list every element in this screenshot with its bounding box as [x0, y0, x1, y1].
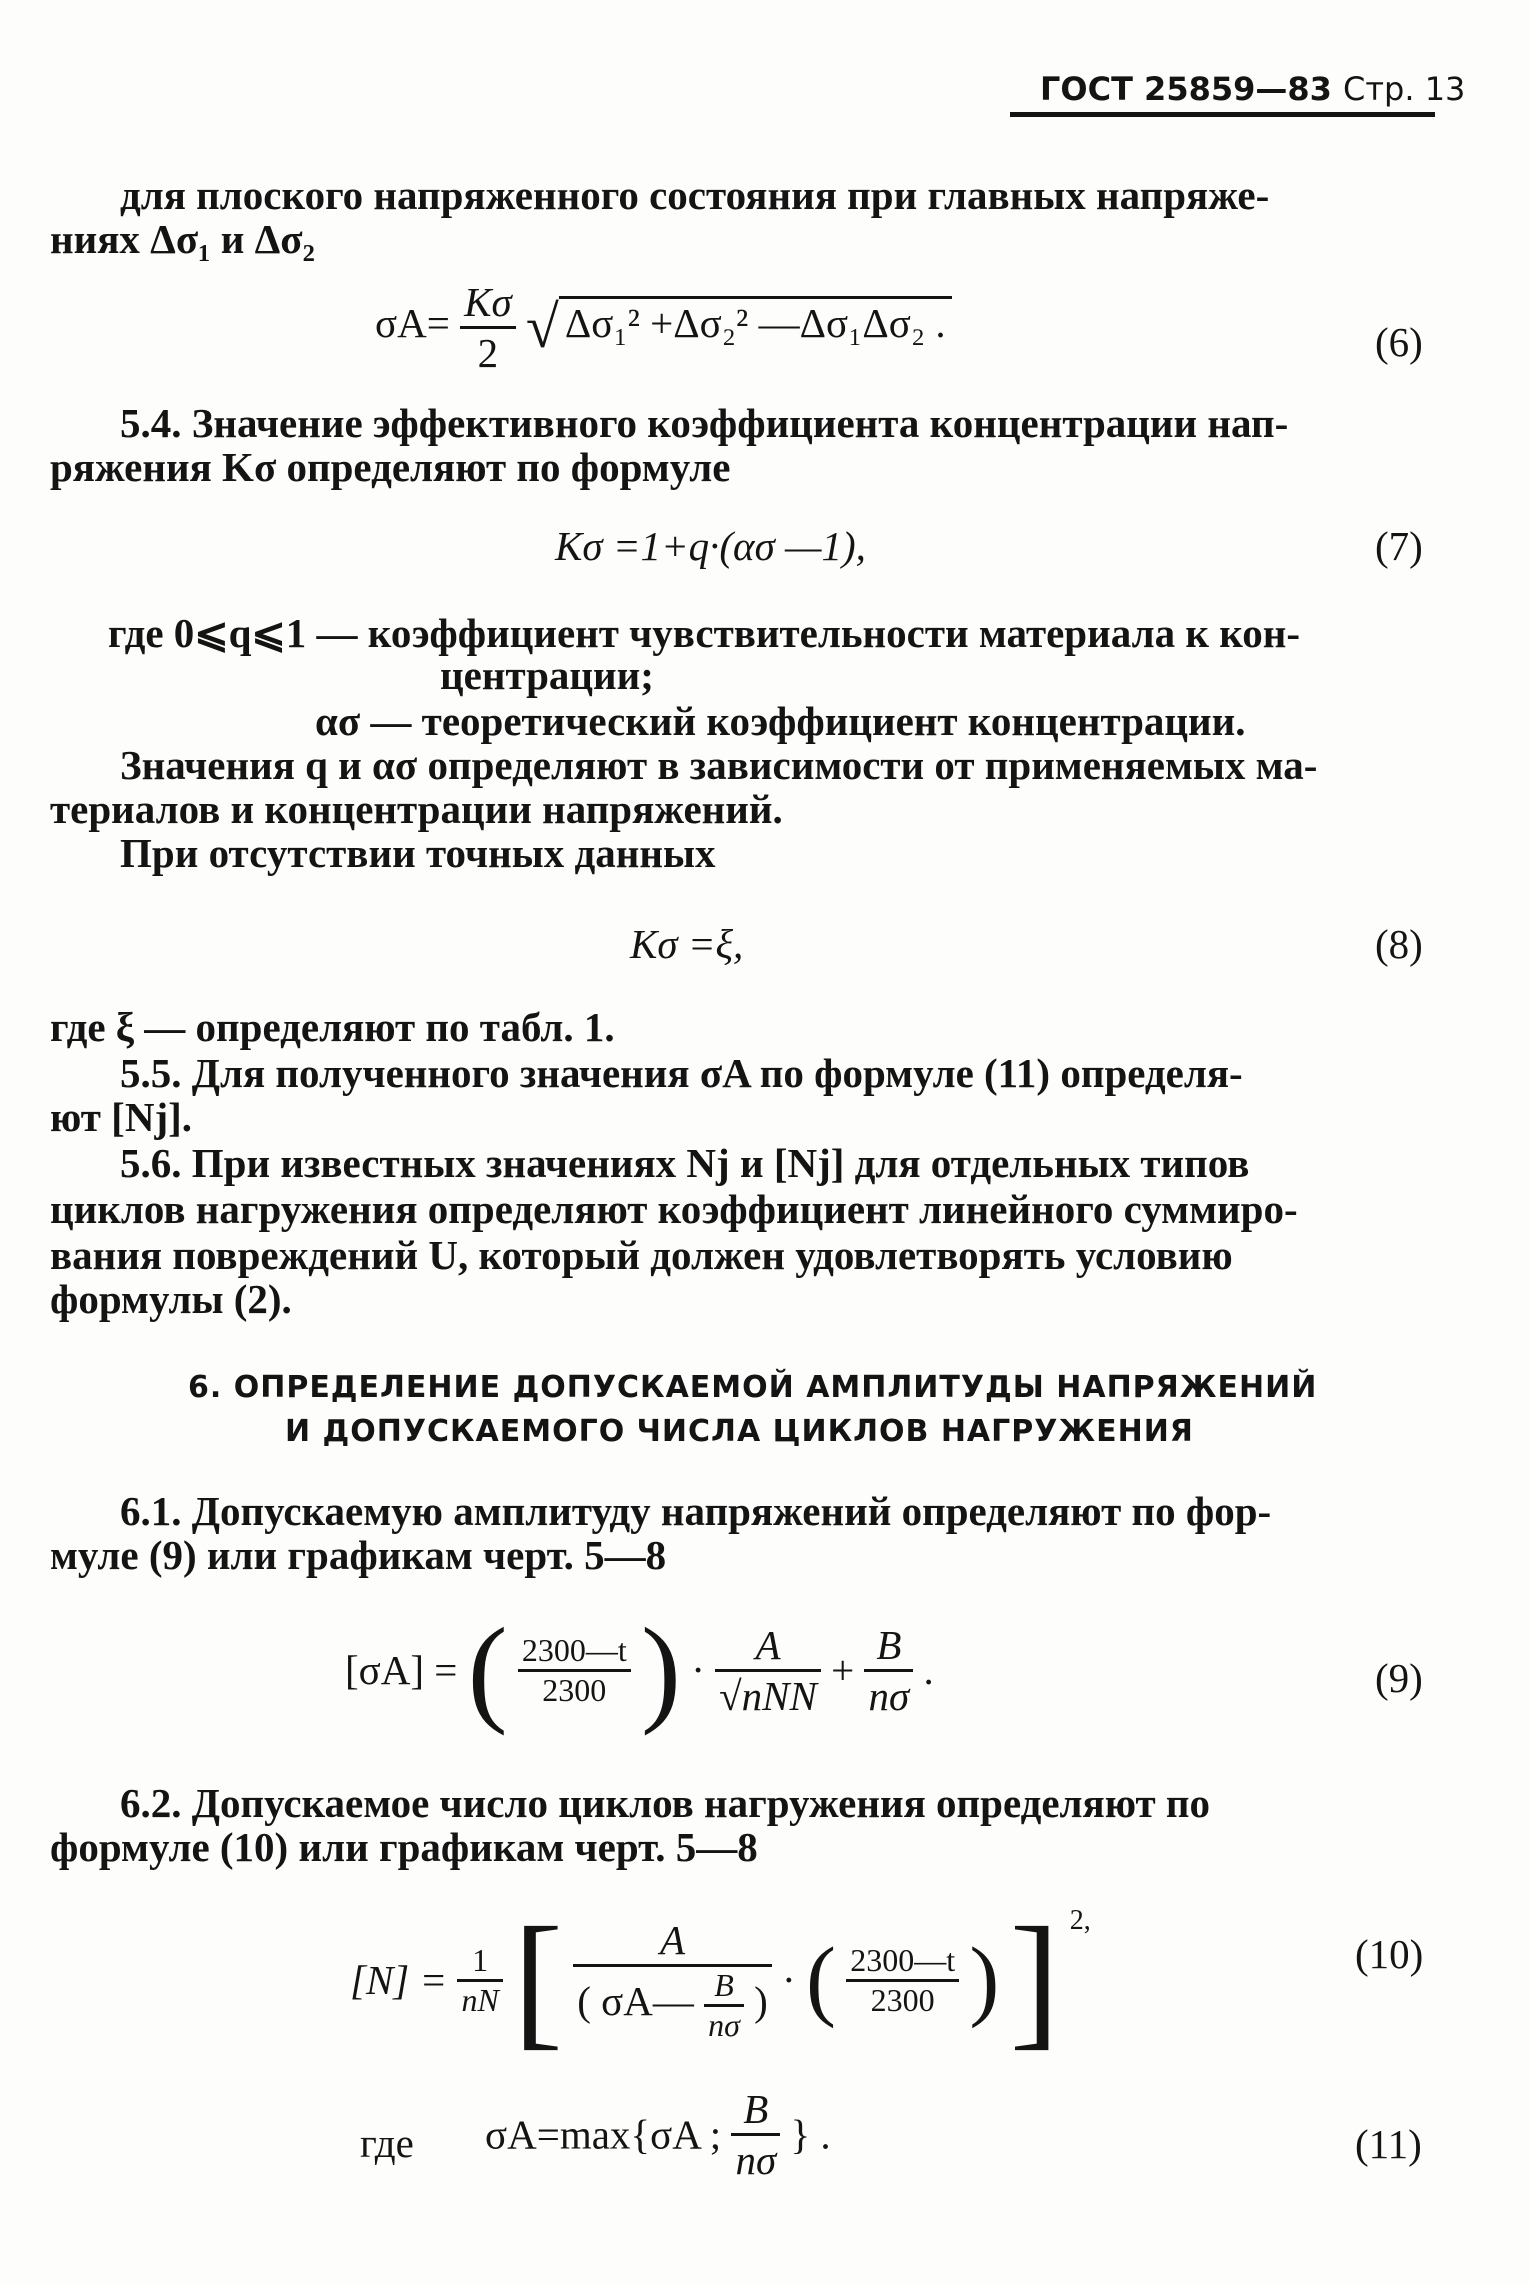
where-label: где [360, 2120, 414, 2166]
eq9-f3-den: nσ [864, 1669, 913, 1720]
eq9-frac-temp [518, 1632, 631, 1709]
eq11-lhs: σA=max{σA ; [485, 2111, 722, 2158]
para-plane-stress-2: ниях Δσ₁ и Δσ₂ [50, 216, 315, 262]
eq6-number: (6) [1375, 319, 1423, 365]
eq11-number: (11) [1355, 2121, 1422, 2167]
eq9-f1-num: 2300—t [521, 1631, 627, 1668]
eq9-frac-a [715, 1621, 821, 1720]
para-absence: При отсутствии точных данных [120, 830, 716, 876]
para-6-1-2: муле (9) или графикам черт. 5—8 [50, 1532, 667, 1578]
para-plane-stress-1: для плоского напряженного состояния при главных напряже- [120, 172, 1270, 218]
eq9-frac-b [864, 1621, 913, 1720]
eq6-frac-den: 2 [460, 326, 516, 377]
eq11-rhs: } . [790, 2111, 831, 2158]
running-header [1040, 66, 1465, 112]
equation-6: σA= $\frac{K\sigma}{2}$ √ Δσ₁² +Δσ₂² —Δσ₁Δσ₂ . [375, 278, 952, 377]
equation-7: Kσ =1+q·(ασ —1), [555, 523, 866, 569]
eq10-lhs: [N] = [350, 1957, 448, 2003]
eq10-t-num: 2300—t [850, 1941, 956, 1978]
where-xi: где ξ — определяют по табл. 1. [50, 1004, 615, 1050]
page-number: Стр. 13 [1343, 70, 1466, 108]
gost-number: ГОСТ 25859—83 [1040, 70, 1332, 108]
eq10-inner-frac [704, 1967, 744, 2044]
eq6-lhs: σA= [375, 299, 450, 346]
para-5-6-1: 5.6. При известных значениях Nj и [Nj] для отдельных типов [120, 1140, 1250, 1186]
eq10-pre-num: 1 [472, 1941, 489, 1978]
eq9-f2-den: √nNN [715, 1669, 821, 1720]
eq9-f3-num: B [876, 1621, 902, 1668]
para-5-4-2: ряжения Kσ определяют по формуле [50, 444, 731, 490]
para-values-1: Значения q и ασ определяют в зависимости от применяемых ма- [120, 742, 1318, 788]
eq9-f1-den: 2300 [518, 1669, 631, 1709]
eq11-frac-num: B [743, 2086, 769, 2132]
where-alpha: ασ — теоретический коэффициент концентрации. [315, 698, 1246, 744]
para-5-5-1: 5.5. Для полученного значения σA по формуле (11) определя- [120, 1050, 1243, 1096]
eq10-pre-den: nN [457, 1979, 502, 2019]
eq9-number: (9) [1375, 1655, 1423, 1701]
eq7-number: (7) [1375, 523, 1423, 569]
para-values-2: териалов и концентрации напряжений. [50, 786, 783, 832]
para-5-6-4: формулы (2). [50, 1276, 292, 1322]
eq11-frac-den: nσ [731, 2133, 780, 2184]
header-rule [1010, 112, 1435, 117]
eq10-number: (10) [1355, 1931, 1424, 1977]
eq6-fraction [460, 278, 516, 377]
eq10-pre-frac [457, 1942, 502, 2019]
eq10-main-frac [573, 1916, 772, 2044]
eq9-f2-num: A [755, 1621, 781, 1668]
eq6-radicand: Δσ₁² +Δσ₂² —Δσ₁Δσ₂ . [559, 296, 952, 347]
where-q-1: где 0⩽q⩽1 — коэффициент чувствительности материала к кон- [108, 610, 1301, 656]
para-6-2-2: формуле (10) или графикам черт. 5—8 [50, 1824, 758, 1870]
equation-11 [485, 2085, 831, 2184]
eq10-a-den: ( σA— $\frac{B}{n\sigma}$ ) [573, 1964, 772, 2044]
eq10-power: 2, [1069, 1905, 1091, 1936]
para-5-6-3: вания повреждений U, который должен удовлетворять условию [50, 1232, 1233, 1278]
eq10-inner-b-num: B [714, 1967, 734, 2003]
eq10-temp-frac [846, 1942, 959, 2019]
para-5-5-2: ют [Nj]. [50, 1094, 192, 1140]
eq11-frac [731, 2085, 780, 2184]
section-6-title-2: И ДОПУСКАЕМОГО ЧИСЛА ЦИКЛОВ НАГРУЖЕНИЯ [285, 1414, 1194, 1449]
eq10-a-num: A [659, 1917, 686, 1963]
where-q-2: центрации; [440, 652, 654, 698]
equation-9: [σA] = ( $\frac{2300—t}{2300}$ ) · $\frac{A}{\text{√nNN}}$ + $\frac{B}{n\sigma}$ . [345, 1603, 934, 1736]
para-5-4-1: 5.4. Значение эффективного коэффициента концентрации нап- [120, 400, 1289, 446]
para-6-1-1: 6.1. Допускаемую амплитуду напряжений определяют по фор- [120, 1488, 1272, 1534]
equation-8: Kσ =ξ, [630, 921, 744, 967]
eq9-lhs: [σA] = [345, 1647, 458, 1693]
eq10-inner-b-den: nσ [704, 2004, 744, 2044]
eq10-inner-a: σA— [601, 1977, 694, 2024]
section-6-title-1: 6. ОПРЕДЕЛЕНИЕ ДОПУСКАЕМОЙ АМПЛИТУДЫ НАПРЯЖЕНИЙ [188, 1370, 1318, 1405]
eq10-t-den: 2300 [846, 1979, 959, 2019]
para-5-6-2: циклов нагружения определяют коэффициент линейного суммиро- [50, 1186, 1298, 1232]
para-6-2-1: 6.2. Допускаемое число циклов нагружения определяют по [120, 1780, 1211, 1826]
eq6-frac-num: Kσ [464, 279, 512, 325]
eq8-number: (8) [1375, 921, 1423, 967]
equation-10: [N] = $\frac{1}{nN}$ [ A ( σA— $\frac{B}{n\sigma}$ ) · ( $\frac{2300—t}{2300}$ ) ] $^{2,}$ [350, 1897, 1091, 2063]
